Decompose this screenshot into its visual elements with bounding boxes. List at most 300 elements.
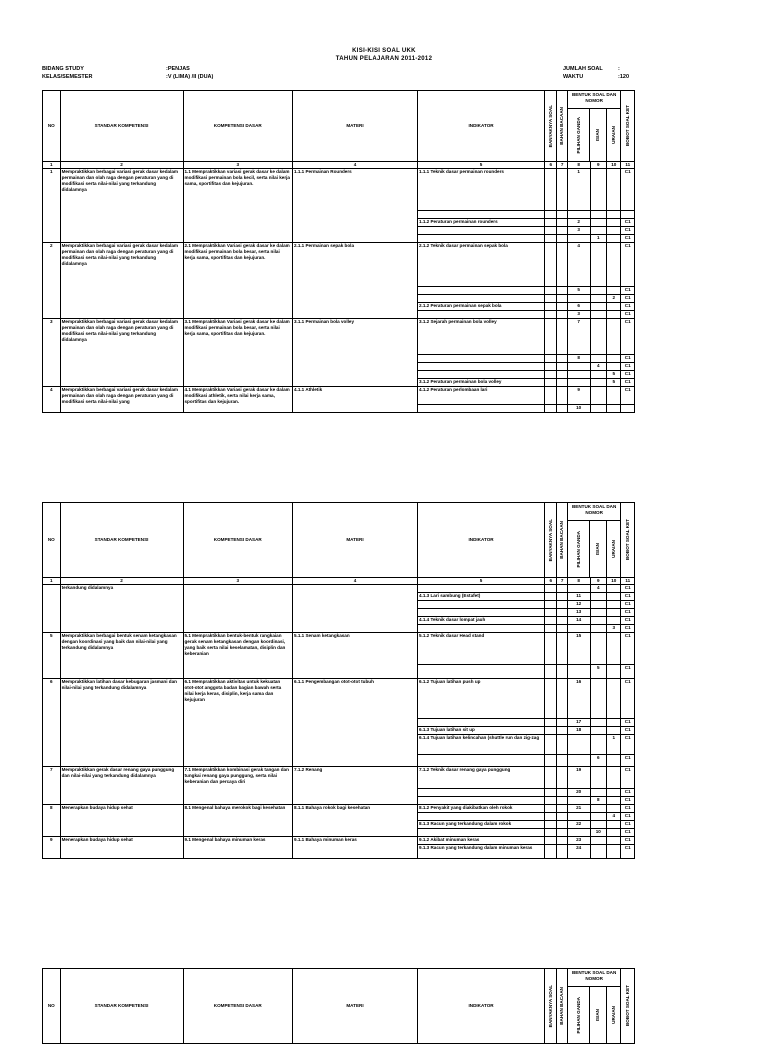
row-materi: 8.1.1 Bahaya rokok bagi kesehatan (293, 805, 418, 837)
row-materi: 2.1.1 Permainan sepak bola (293, 243, 418, 319)
col-materi: MATERI (293, 91, 418, 162)
row-bobot: C1 (621, 601, 635, 609)
row-indikator (418, 797, 545, 805)
row-bobot: C1 (621, 235, 635, 243)
row-isian-number (590, 679, 607, 719)
row-pg-number (567, 211, 590, 219)
row-no: 4 (43, 387, 61, 413)
col-standar-kompetensi: STANDAR KOMPETENSI (60, 91, 183, 162)
row-isian-number (590, 169, 607, 211)
row-isian-number: 5 (590, 665, 607, 679)
row-indikator: 6.1.2 Tujuan latihan push up (418, 679, 545, 719)
row-uraian-number (607, 319, 621, 355)
row-bobot: C1 (621, 735, 635, 755)
col-banyak-soal: BANYAKNYA SOAL (547, 984, 553, 1028)
doc-title: KISI-KISI SOAL UKK (352, 48, 416, 54)
row-pg-number: 21 (567, 805, 590, 813)
row-materi: 6.1.1 Pengembangan otot-otot tubuh (293, 679, 418, 767)
row-kompetensi-dasar: 9.1 Mengenal bahaya minuman keras (183, 837, 293, 859)
meta-count-value: : (618, 66, 620, 72)
row-indikator: 8.1.3 Racun yang terkandung dalam rokok (418, 821, 545, 829)
row-pg-number: 14 (567, 617, 590, 625)
row-bobot: C1 (621, 719, 635, 727)
row-isian-number: 10 (590, 829, 607, 837)
col-number: 9 (590, 578, 607, 585)
row-pg-number: 18 (567, 727, 590, 735)
row-pg-number (567, 735, 590, 755)
row-isian-number (590, 813, 607, 821)
row-standar-kompetensi: Mempraktikkan berbagai bentuk senam ketangkasan dengan koordinasi yang baik dan nilai-nilai yang terkandung didalamnya (60, 633, 183, 679)
meta-subject-value: :PENJAS (166, 66, 190, 72)
row-isian-number (590, 287, 607, 295)
col-standar-kompetensi: STANDAR KOMPETENSI (60, 503, 183, 578)
row-indikator (418, 371, 545, 379)
row-uraian-number (607, 727, 621, 735)
row-indikator: 2.1.2 Peraturan permainan sepak bola (418, 303, 545, 311)
row-uraian-number (607, 363, 621, 371)
row-uraian-number (607, 311, 621, 319)
row-bobot: C1 (621, 665, 635, 679)
row-bobot: C1 (621, 609, 635, 617)
col-number: 1 (43, 162, 61, 169)
row-bobot: C1 (621, 593, 635, 601)
row-standar-kompetensi: Mempraktikkan berbagai variasi gerak dasar kedalam permainan dan olah raga dengan peraturan yang di modifikasi serta nilai-nilai yang terkandung didalamnya (60, 319, 183, 387)
row-bobot: C1 (621, 169, 635, 211)
row-uraian-number (607, 805, 621, 813)
col-number: 11 (621, 162, 635, 169)
row-pg-number: 9 (567, 387, 590, 405)
col-banyak-soal: BANYAKNYA SOAL (547, 518, 553, 562)
row-no: 8 (43, 805, 61, 837)
col-no: NO (43, 503, 61, 578)
row-pg-number (567, 797, 590, 805)
row-isian-number (590, 767, 607, 789)
row-kompetensi-dasar: 5.1 Mempraktikkan bentuk-bentuk rangkaian gerak senam ketangkasan dengan koordinasi, yang baik serta nilai keselamatan, disiplin dan keberanian (183, 633, 293, 679)
col-number: 8 (567, 578, 590, 585)
row-indikator (418, 829, 545, 837)
row-isian-number (590, 735, 607, 755)
table-row (43, 243, 635, 287)
row-uraian-number (607, 211, 621, 219)
row-pg-number: 2 (567, 219, 590, 227)
row-isian-number (590, 405, 607, 413)
row-indikator (418, 355, 545, 363)
row-uraian-number (607, 829, 621, 837)
col-kompetensi-dasar: KOMPETENSI DASAR (183, 969, 293, 1044)
table-row (43, 679, 635, 719)
meta-time-value: :120 (618, 74, 630, 80)
row-no: 9 (43, 837, 61, 859)
row-pg-number (567, 235, 590, 243)
table-row (43, 805, 635, 813)
col-materi: MATERI (293, 503, 418, 578)
row-pg-number (567, 295, 590, 303)
row-pg-number: 24 (567, 845, 590, 859)
row-indikator (418, 311, 545, 319)
row-indikator (418, 295, 545, 303)
row-isian-number (590, 371, 607, 379)
col-materi: MATERI (293, 969, 418, 1044)
meta-class-value: :V (LIMA) /II (DUA) (166, 74, 214, 80)
row-uraian-number (607, 837, 621, 845)
row-bobot: C1 (621, 219, 635, 227)
col-kompetensi-dasar: KOMPETENSI DASAR (183, 503, 293, 578)
row-bobot: C1 (621, 295, 635, 303)
col-number: 3 (183, 578, 293, 585)
row-pg-number: 20 (567, 789, 590, 797)
row-bobot: C1 (621, 585, 635, 593)
row-standar-kompetensi: Mempraktikkan latihan dasar kebugaran jasmani dan nilai-nilai yang terkandung didalamnya (60, 679, 183, 767)
row-materi: 3.1.1 Permainan bola volley (293, 319, 418, 387)
row-uraian-number (607, 797, 621, 805)
row-uraian-number (607, 585, 621, 593)
col-number: 4 (293, 162, 418, 169)
row-indikator: 3.1.2 Peraturan permainan bola volley (418, 379, 545, 387)
col-isian: ISIAN (595, 1008, 601, 1022)
col-number: 6 (545, 162, 557, 169)
row-indikator (418, 625, 545, 633)
row-kompetensi-dasar: 1.1 Mempraktikkan variasi gerak dasar ke dalam modifikasi permainan bola kecil, serta nilai kerja sama, sportifitas dan kejujuran. (183, 169, 293, 243)
col-number: 2 (60, 162, 183, 169)
meta-count-label: JUMLAH SOAL (563, 66, 603, 72)
row-uraian-number: 2 (607, 295, 621, 303)
row-isian-number (590, 227, 607, 235)
row-bobot: C1 (621, 755, 635, 767)
col-number: 6 (545, 578, 557, 585)
row-indikator: 6.1.4 Tujuan latihan kelincahan (shuttle run dan zig-zag (418, 735, 545, 755)
row-no: 2 (43, 243, 61, 319)
col-kompetensi-dasar: KOMPETENSI DASAR (183, 91, 293, 162)
row-pg-number: 13 (567, 609, 590, 617)
col-pilihan-ganda: PILIHAN GANDA (575, 996, 581, 1034)
row-uraian-number (607, 845, 621, 859)
row-isian-number (590, 821, 607, 829)
row-isian-number (590, 211, 607, 219)
row-isian-number (590, 633, 607, 665)
col-number: 7 (557, 578, 567, 585)
row-pg-number: 17 (567, 719, 590, 727)
row-indikator (418, 235, 545, 243)
row-bobot: C1 (621, 355, 635, 363)
row-materi: 4.1.1 Athletik (293, 387, 418, 413)
row-pg-number: 19 (567, 767, 590, 789)
row-bobot: C1 (621, 679, 635, 719)
row-uraian-number (607, 387, 621, 405)
row-isian-number (590, 319, 607, 355)
table-row (43, 169, 635, 211)
row-bobot: C1 (621, 845, 635, 859)
row-bobot (621, 211, 635, 219)
col-no: NO (43, 91, 61, 162)
row-indikator: 3.1.2 Sejarah permainan bola volley (418, 319, 545, 355)
row-indikator: 9.1.3 Racun yang terkandung dalam minuman keras (418, 845, 545, 859)
row-standar-kompetensi: Mempraktikkan gerak dasar renang gaya punggung dan nilai-nilai yang terkandung didalamnya (60, 767, 183, 805)
col-bahan-bacaan: BAHAN BACAAN (559, 521, 565, 559)
row-uraian-number: 5 (607, 379, 621, 387)
row-indikator (418, 405, 545, 413)
col-number: 3 (183, 162, 293, 169)
row-no: 1 (43, 169, 61, 243)
row-uraian-number (607, 767, 621, 789)
row-bobot: C1 (621, 625, 635, 633)
row-uraian-number (607, 617, 621, 625)
row-uraian-number (607, 719, 621, 727)
col-isian: ISIAN (595, 542, 601, 556)
row-pg-number (567, 379, 590, 387)
row-isian-number (590, 355, 607, 363)
row-indikator (418, 227, 545, 235)
col-indikator: INDIKATOR (418, 503, 545, 578)
row-pg-number: 11 (567, 593, 590, 601)
row-uraian-number (607, 227, 621, 235)
row-isian-number: 8 (590, 797, 607, 805)
row-indikator (418, 601, 545, 609)
row-bobot: C1 (621, 387, 635, 405)
row-no: 7 (43, 767, 61, 805)
row-standar-kompetensi: Mempraktikkan berbagai variasi gerak dasar kedalam permainan dan olah raga dengan peraturan yang di modifikasi serta nilai-nilai yang (60, 387, 183, 413)
row-kompetensi-dasar: 6.1 Mempraktikkan aktivitas untuk kekuatan otot-otot anggota badan bagian bawah serta nilai kerja keras, disiplin, kerja sama dan kejujuran (183, 679, 293, 767)
col-bahan-bacaan: BAHAN BACAAN (559, 987, 565, 1025)
row-uraian-number (607, 665, 621, 679)
row-uraian-number (607, 601, 621, 609)
col-bentuk-soal: BENTUK SOAL DAN NOMOR (568, 91, 621, 109)
row-bobot: C1 (621, 821, 635, 829)
row-bobot: C1 (621, 227, 635, 235)
row-pg-number (567, 829, 590, 837)
row-pg-number: 3 (567, 311, 590, 319)
row-kompetensi-dasar: 8.1 Mengenal bahaya merokok bagi kesehatan (183, 805, 293, 837)
row-pg-number: 3 (567, 227, 590, 235)
row-isian-number: 4 (590, 585, 607, 593)
row-indikator: 5.1.2 Teknik dasar Head stand (418, 633, 545, 665)
row-pg-number: 8 (567, 355, 590, 363)
row-indikator (418, 609, 545, 617)
row-indikator (418, 789, 545, 797)
row-standar-kompetensi: Mempraktikkan berbagai variasi gerak dasar kedalam permainan dan olah raga dengan peraturan yang di modifikasi serta nilai-nilai yang terkandung didalamnya (60, 243, 183, 319)
row-isian-number (590, 303, 607, 311)
col-number: 10 (607, 578, 621, 585)
row-uraian-number: 4 (607, 813, 621, 821)
row-indikator: 2.1.2 Teknik dasar permainan sepak bola (418, 243, 545, 287)
col-pilihan-ganda: PILIHAN GANDA (575, 530, 581, 568)
col-uraian: URAIAN (610, 1006, 616, 1024)
row-isian-number (590, 379, 607, 387)
row-standar-kompetensi: terkandung didalamnya (60, 585, 183, 633)
row-pg-number: 1 (567, 169, 590, 211)
row-isian-number (590, 617, 607, 625)
row-isian-number (590, 727, 607, 735)
row-isian-number (590, 601, 607, 609)
row-pg-number: 16 (567, 679, 590, 719)
row-uraian-number (607, 789, 621, 797)
row-bobot: C1 (621, 243, 635, 287)
row-indikator: 1.1.2 Peraturan permainan rounders (418, 219, 545, 227)
table-row (43, 633, 635, 665)
row-uraian-number (607, 821, 621, 829)
row-uraian-number: 3 (607, 625, 621, 633)
row-indikator: 7.1.2 Teknik dasar renang gaya punggung (418, 767, 545, 789)
row-isian-number (590, 387, 607, 405)
row-indikator: 9.1.2 Akibat minuman keras (418, 837, 545, 845)
row-uraian-number (607, 169, 621, 211)
row-bobot: C1 (621, 797, 635, 805)
col-number: 5 (418, 162, 545, 169)
row-isian-number: 1 (590, 235, 607, 243)
row-standar-kompetensi: Menerapkan budaya hidup sehat (60, 837, 183, 859)
row-pg-number: 15 (567, 633, 590, 665)
row-kompetensi-dasar: 2.1 Mempraktikkan Variasi gerak dasar ke dalam modifikasi permainan bola besar, serta nilai kerja sama, sportifitas dan kejujuran. (183, 243, 293, 319)
col-number: 10 (607, 162, 621, 169)
row-bobot: C1 (621, 319, 635, 355)
row-isian-number: 6 (590, 755, 607, 767)
row-uraian-number (607, 219, 621, 227)
col-number: 8 (567, 162, 590, 169)
row-isian-number: 4 (590, 363, 607, 371)
col-indikator: INDIKATOR (418, 969, 545, 1044)
row-bobot: C1 (621, 363, 635, 371)
row-standar-kompetensi: Mempraktikkan berbagai variasi gerak dasar kedalam permainan dan olah raga dengan peraturan yang di modifikasi serta nilai-nilai yang terkandung didalamnya (60, 169, 183, 243)
row-isian-number (590, 609, 607, 617)
row-indikator (418, 755, 545, 767)
row-materi: 7.1.2 Renang (293, 767, 418, 805)
row-materi: 5.1.1 Senam ketangkasan (293, 633, 418, 679)
row-pg-number: 5 (567, 287, 590, 295)
row-pg-number: 10 (567, 405, 590, 413)
row-isian-number (590, 719, 607, 727)
col-bobot-soal: BOBOT SOAL KET (624, 519, 630, 561)
row-kompetensi-dasar: 3.1 Mempraktikkan Variasi gerak dasar ke dalam modifikasi permainan bola besar, serta nilai kerja sama, sportifitas dan kejujuran. (183, 319, 293, 387)
row-isian-number (590, 593, 607, 601)
meta-class-label: KELAS/SEMESTER (42, 74, 93, 80)
row-pg-number (567, 371, 590, 379)
row-isian-number (590, 837, 607, 845)
row-uraian-number: 5 (607, 371, 621, 379)
table-row (43, 319, 635, 355)
row-indikator (418, 287, 545, 295)
row-uraian-number (607, 755, 621, 767)
row-isian-number (590, 295, 607, 303)
col-bahan-bacaan: BAHAN BACAAN (559, 107, 565, 145)
col-number: 11 (621, 578, 635, 585)
row-bobot: C1 (621, 371, 635, 379)
row-isian-number (590, 625, 607, 633)
col-number: 7 (557, 162, 567, 169)
row-indikator: 4.1.2 Peraturan perlombaan lari (418, 387, 545, 405)
row-indikator (418, 719, 545, 727)
row-bobot: C1 (621, 303, 635, 311)
col-isian: ISIAN (595, 128, 601, 142)
row-bobot: C1 (621, 767, 635, 789)
row-pg-number (567, 363, 590, 371)
row-bobot: C1 (621, 805, 635, 813)
row-uraian-number (607, 287, 621, 295)
row-uraian-number (607, 405, 621, 413)
row-isian-number (590, 219, 607, 227)
row-materi: 1.1.1 Permainan Rounders (293, 169, 418, 243)
row-isian-number (590, 845, 607, 859)
row-uraian-number (607, 633, 621, 665)
row-pg-number: 22 (567, 821, 590, 829)
row-bobot: C1 (621, 617, 635, 625)
table-row (43, 837, 635, 845)
row-uraian-number (607, 593, 621, 601)
row-no: 6 (43, 679, 61, 767)
col-uraian: URAIAN (610, 540, 616, 558)
meta-time-label: WAKTU (563, 74, 584, 80)
row-bobot: C1 (621, 727, 635, 735)
row-materi: 9.1.1 Bahaya minuman keras (293, 837, 418, 859)
row-standar-kompetensi: Menerapkan budaya hidup sehat (60, 805, 183, 837)
doc-subtitle: TAHUN PELAJARAN 2011-2012 (335, 56, 433, 62)
row-indikator: 8.1.2 Penyakit yang diakibatkan oleh rokok (418, 805, 545, 813)
row-kompetensi-dasar: 4.1 Mempraktikkan Variasi gerak dasar ke dalam modifikasi athletik, serta nilai kerja sama, sportifitas dan kejujuran. (183, 387, 293, 413)
col-indikator: INDIKATOR (418, 91, 545, 162)
row-isian-number (590, 805, 607, 813)
col-banyak-soal: BANYAKNYA SOAL (547, 104, 553, 148)
col-bobot-soal: BOBOT SOAL KET (624, 105, 630, 147)
row-indikator: 4.1.4 Teknik dasar lompat jauh (418, 617, 545, 625)
col-standar-kompetensi: STANDAR KOMPETENSI (60, 969, 183, 1044)
row-bobot: C1 (621, 829, 635, 837)
row-materi (293, 585, 418, 633)
col-number: 4 (293, 578, 418, 585)
col-bentuk-soal: BENTUK SOAL DAN NOMOR (568, 503, 621, 521)
row-uraian-number (607, 303, 621, 311)
row-pg-number: 23 (567, 837, 590, 845)
row-bobot: C1 (621, 633, 635, 665)
row-kompetensi-dasar: 7.1 Mempraktikkan kombinasi gerak tangan dan tungkai renang gaya punggung, serta nilai keberanian dan percaya diri (183, 767, 293, 805)
row-indikator (418, 585, 545, 593)
row-uraian-number (607, 235, 621, 243)
row-indikator (418, 363, 545, 371)
row-indikator: 6.1.3 Tujuan latihan sit up (418, 727, 545, 735)
col-bobot-soal: BOBOT SOAL KET (624, 985, 630, 1027)
row-uraian-number (607, 679, 621, 719)
row-isian-number (590, 789, 607, 797)
col-uraian: URAIAN (610, 126, 616, 144)
row-kompetensi-dasar (183, 585, 293, 633)
row-uraian-number: 1 (607, 735, 621, 755)
col-number: 5 (418, 578, 545, 585)
table-row (43, 767, 635, 789)
row-pg-number (567, 585, 590, 593)
row-bobot: C1 (621, 837, 635, 845)
row-uraian-number (607, 243, 621, 287)
row-pg-number: 12 (567, 601, 590, 609)
row-pg-number (567, 625, 590, 633)
row-pg-number: 7 (567, 319, 590, 355)
col-bentuk-soal: BENTUK SOAL DAN NOMOR (568, 969, 621, 987)
row-indikator (418, 665, 545, 679)
row-pg-number: 4 (567, 243, 590, 287)
table-row (43, 387, 635, 405)
row-isian-number (590, 311, 607, 319)
col-number: 2 (60, 578, 183, 585)
row-no: 3 (43, 319, 61, 387)
row-no (43, 585, 61, 633)
row-indikator: 4.1.3 Lari sambung (Estafet) (418, 593, 545, 601)
row-uraian-number (607, 609, 621, 617)
row-no: 5 (43, 633, 61, 679)
row-indikator (418, 813, 545, 821)
row-bobot: C1 (621, 813, 635, 821)
row-indikator (418, 211, 545, 219)
col-no: NO (43, 969, 61, 1044)
row-pg-number: 6 (567, 303, 590, 311)
row-bobot: C1 (621, 379, 635, 387)
row-bobot: C1 (621, 311, 635, 319)
col-pilihan-ganda: PILIHAN GANDA (575, 116, 581, 154)
